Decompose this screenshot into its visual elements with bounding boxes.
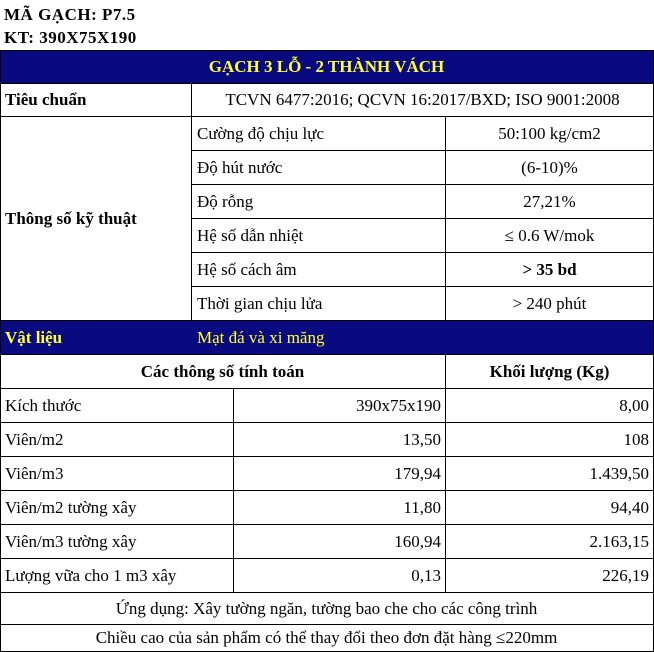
spec-value: > 35 bd (446, 253, 654, 287)
row-calc: 179,94 (234, 457, 446, 491)
spec-name: Cường độ chịu lực (192, 117, 446, 151)
row-name: Kích thước (0, 389, 234, 423)
row-calc: 13,50 (234, 423, 446, 457)
product-dimensions: KT: 390X75X190 (4, 28, 137, 47)
spec-value: ≤ 0.6 W/mok (446, 219, 654, 253)
row-name: Viên/m2 tường xây (0, 491, 234, 525)
row-name: Viên/m3 (0, 457, 234, 491)
spec-table (0, 50, 654, 652)
row-weight: 1.439,50 (446, 457, 654, 491)
row-weight: 8,00 (446, 389, 654, 423)
application-note: Ứng dụng: Xây tường ngăn, tường bao che cho các công trình (0, 593, 654, 625)
row-name: Viên/m3 tường xây (0, 525, 234, 559)
row-weight: 108 (446, 423, 654, 457)
row-weight: 94,40 (446, 491, 654, 525)
spec-value: (6-10)% (446, 151, 654, 185)
calc-header: Các thông số tính toán (0, 355, 446, 389)
spec-name: Hệ số cách âm (192, 253, 446, 287)
row-calc: 11,80 (234, 491, 446, 525)
row-name: Lượng vữa cho 1 m3 xây (0, 559, 234, 593)
material-value: Mạt đá và xi măng (192, 321, 654, 355)
row-calc: 390x75x190 (234, 389, 446, 423)
row-calc: 0,13 (234, 559, 446, 593)
standard-value: TCVN 6477:2016; QCVN 16:2017/BXD; ISO 9001:2008 (192, 84, 654, 117)
spec-value: > 240 phút (446, 287, 654, 321)
product-code: MÃ GẠCH: P7.5 (4, 5, 136, 24)
spec-value: 50:100 kg/cm2 (446, 117, 654, 151)
standard-label: Tiêu chuẩn (0, 84, 192, 117)
material-label: Vật liệu (0, 321, 192, 355)
row-weight: 2.163,15 (446, 525, 654, 559)
height-note: Chiều cao của sản phẩm có thể thay đổi theo đơn đặt hàng ≤220mm (0, 625, 654, 652)
spec-name: Thời gian chịu lửa (192, 287, 446, 321)
spec-value: 27,21% (446, 185, 654, 219)
weight-header: Khối lượng (Kg) (446, 355, 654, 389)
specs-label: Thông số kỹ thuật (0, 117, 192, 321)
row-calc: 160,94 (234, 525, 446, 559)
spec-name: Độ rỗng (192, 185, 446, 219)
spec-name: Độ hút nước (192, 151, 446, 185)
spec-name: Hệ số dẫn nhiệt (192, 219, 446, 253)
row-weight: 226,19 (446, 559, 654, 593)
row-name: Viên/m2 (0, 423, 234, 457)
table-title: GẠCH 3 LỖ - 2 THÀNH VÁCH (0, 50, 654, 84)
